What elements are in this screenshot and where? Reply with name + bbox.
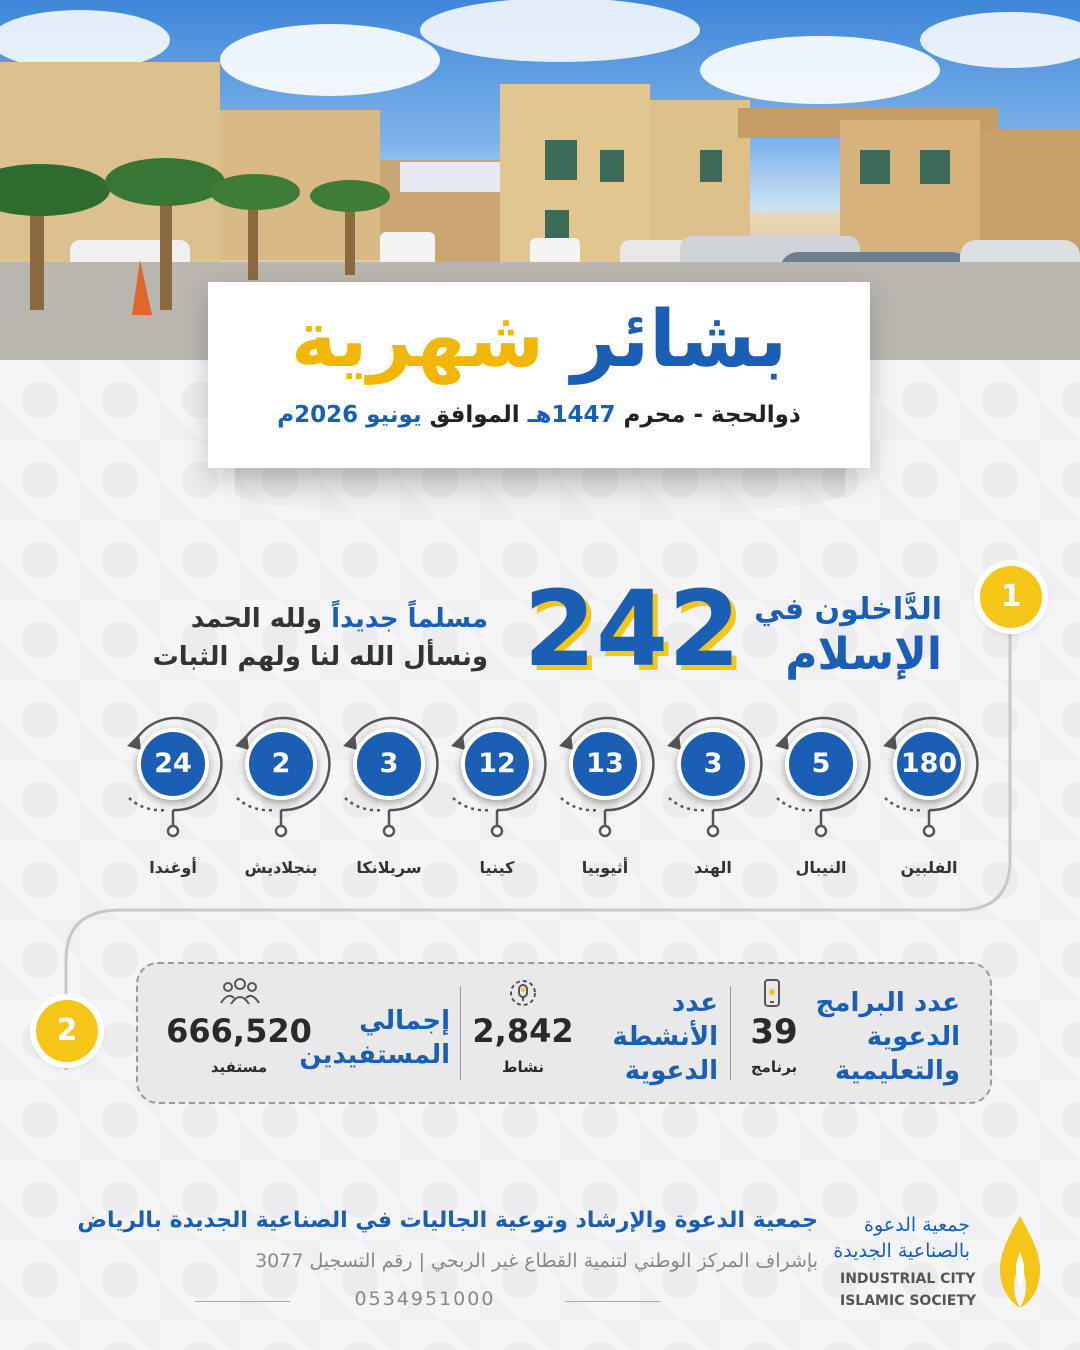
footer-supervision: بإشراف المركز الوطني لتنمية القطاع غير الربحي | رقم التسجيل 3077 bbox=[255, 1250, 818, 1272]
beneficiaries-label: إجمالي المستفيدين bbox=[299, 1006, 450, 1070]
divider-1 bbox=[730, 986, 731, 1080]
country-name: أوغندا bbox=[149, 858, 197, 877]
country-name: سريلانكا bbox=[356, 858, 422, 877]
beneficiaries-value: 666,520 bbox=[166, 1012, 312, 1050]
programs-unit: برنامج bbox=[750, 1058, 798, 1076]
country-ring bbox=[229, 712, 333, 816]
flame-logo-icon bbox=[990, 1212, 1050, 1316]
activities-value: 2,842 bbox=[472, 1012, 574, 1050]
phone-divider-left bbox=[195, 1301, 290, 1302]
people-icon bbox=[220, 976, 260, 1012]
footer-org-name: جمعية الدعوة والإرشاد وتوعية الجاليات في الصناعية الجديدة بالرياض bbox=[77, 1208, 818, 1233]
country-count: 3 bbox=[677, 728, 749, 800]
logo-ar-line1: جمعية الدعوة bbox=[863, 1214, 970, 1236]
country-count: 13 bbox=[569, 728, 641, 800]
country-name: الفلبين bbox=[900, 858, 958, 877]
converts-text-rest: ولله الحمد bbox=[190, 604, 323, 634]
country-ring bbox=[553, 712, 657, 816]
country-name: كينيا bbox=[479, 858, 515, 877]
country-ring bbox=[877, 712, 981, 816]
subtitle-months: ذوالحجة - محرم bbox=[623, 402, 801, 428]
phone-divider-right bbox=[565, 1301, 660, 1302]
title-word-2: شهرية bbox=[290, 295, 545, 385]
country-ring bbox=[661, 712, 765, 816]
divider-2 bbox=[460, 986, 461, 1080]
converts-text-line1 bbox=[118, 600, 488, 638]
logo-english-text bbox=[840, 1268, 990, 1312]
country-name: النيبال bbox=[795, 858, 847, 877]
subtitle-hijri-year: 1447هـ bbox=[527, 402, 616, 428]
country-ring bbox=[769, 712, 873, 816]
country-count: 24 bbox=[137, 728, 209, 800]
country-name: الهند bbox=[694, 858, 732, 877]
title-word-1: بشائر bbox=[571, 295, 788, 385]
logo-arabic-text bbox=[820, 1212, 970, 1264]
country-name: بنجلاديش bbox=[244, 858, 318, 877]
step-2-badge: 2 bbox=[36, 1000, 98, 1062]
country-count: 12 bbox=[461, 728, 533, 800]
microphone-icon bbox=[508, 978, 538, 1012]
country-ring bbox=[121, 712, 225, 816]
country-count: 5 bbox=[785, 728, 857, 800]
stats-panel bbox=[136, 962, 992, 1104]
logo-en-line1: INDUSTRIAL CITY bbox=[840, 1271, 976, 1287]
subtitle-gregorian: يونيو 2026م bbox=[277, 402, 422, 428]
footer-phone[interactable]: 0534951000 bbox=[354, 1288, 496, 1310]
activities-label: عدد الأنشطة الدعوية bbox=[612, 988, 718, 1086]
country-count: 180 bbox=[893, 728, 965, 800]
converts-text-line2: ونسأل الله لنا ولهم الثبات bbox=[152, 642, 488, 672]
programs-label: عدد البرامج الدعوية والتعليمية bbox=[815, 988, 960, 1086]
country-count: 3 bbox=[353, 728, 425, 800]
converts-label bbox=[752, 590, 942, 680]
converts-text bbox=[118, 600, 488, 676]
country-ring bbox=[445, 712, 549, 816]
logo-en-line2: ISLAMIC SOCIETY bbox=[840, 1293, 977, 1309]
converts-text-bold: مسلماً جديداً bbox=[331, 604, 488, 634]
country-ring bbox=[337, 712, 441, 816]
phone-icon bbox=[760, 978, 784, 1012]
activities-unit: نشاط bbox=[501, 1058, 545, 1076]
programs-value: 39 bbox=[750, 1012, 798, 1052]
subtitle-corresponding: الموافق bbox=[429, 402, 520, 428]
beneficiaries-unit: مستفيد bbox=[210, 1058, 268, 1076]
converts-label-line1: الدَّاخلون في bbox=[754, 592, 942, 627]
step-1-badge: 1 bbox=[980, 566, 1042, 628]
logo-ar-line2: بالصناعية الجديدة bbox=[833, 1240, 970, 1262]
country-name: أثيوبيا bbox=[581, 858, 629, 877]
converts-total: 242 bbox=[523, 568, 741, 690]
converts-label-line2: الإسلام bbox=[785, 629, 942, 680]
country-count: 2 bbox=[245, 728, 317, 800]
